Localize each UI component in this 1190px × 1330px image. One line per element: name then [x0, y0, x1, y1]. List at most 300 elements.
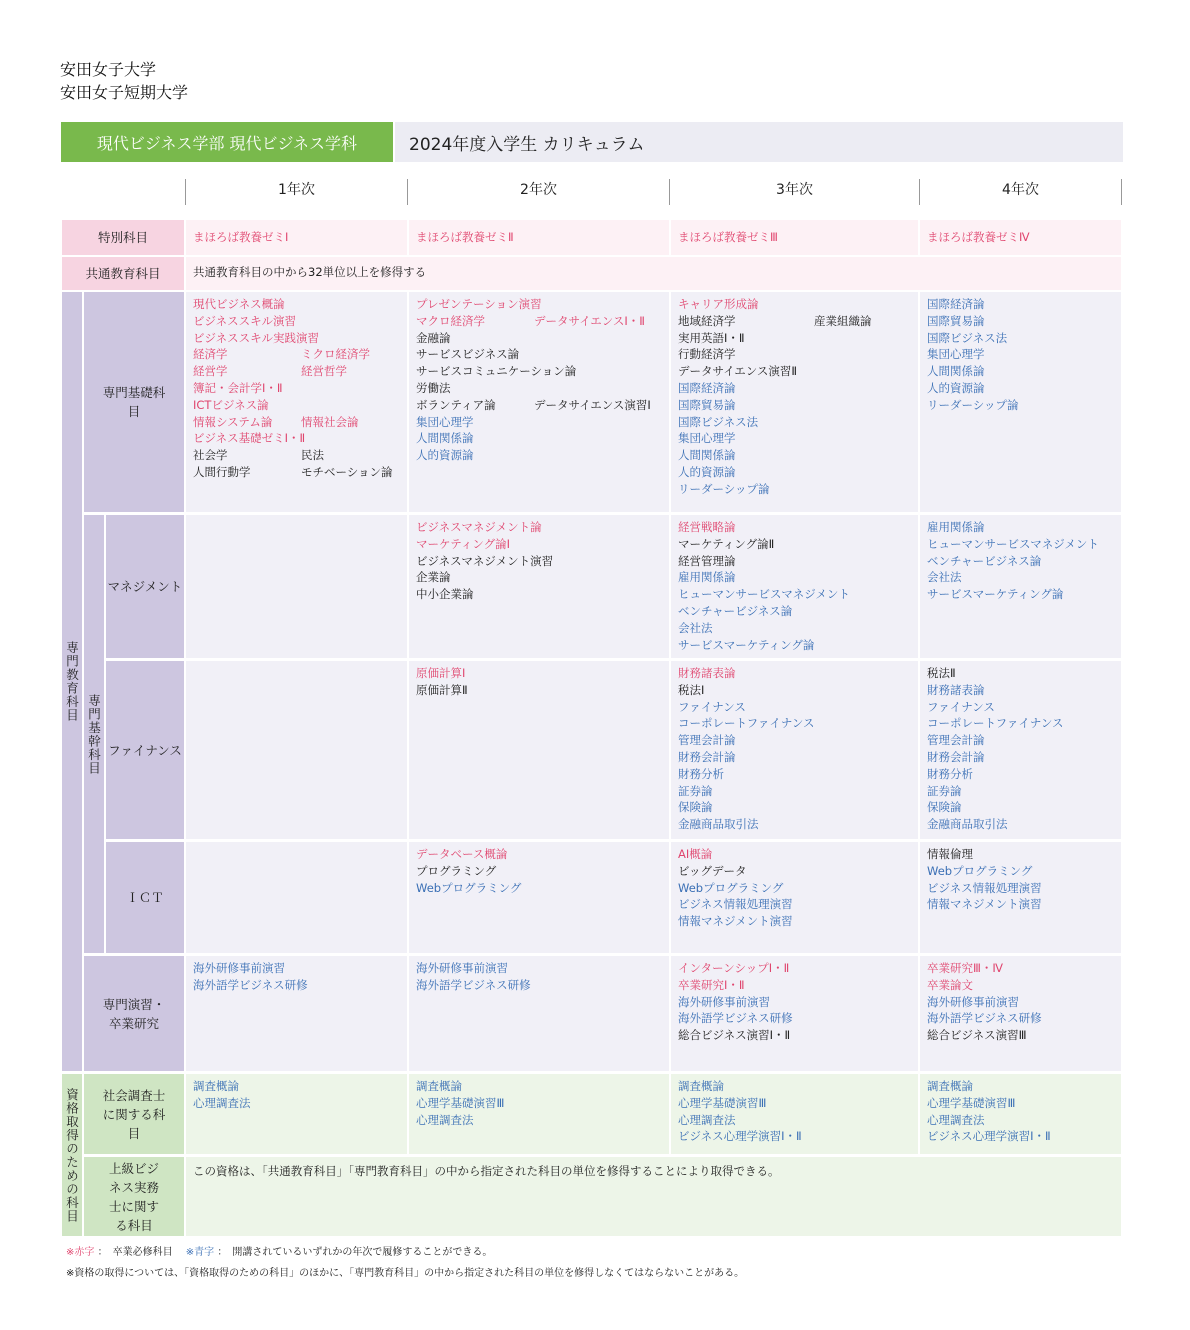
course-name: 人的資源論 — [678, 464, 736, 479]
course-name: 海外研修事前演習 — [416, 961, 508, 975]
course-line — [678, 994, 912, 1011]
course-line — [416, 682, 663, 699]
course-name: 国際ビジネス法 — [927, 330, 1008, 345]
course-name: 心理学基礎演習Ⅲ — [927, 1095, 1016, 1110]
shakai-cell-1 — [186, 1074, 407, 1154]
course-name: ビジネス情報処理演習 — [678, 897, 793, 912]
category-special: 特別科目 — [62, 220, 184, 255]
course-name: 保険論 — [927, 800, 962, 815]
course-line — [678, 665, 912, 682]
course-name: 産業組織論 — [814, 313, 872, 328]
course-line — [416, 397, 663, 414]
category-senmon-text: 専門教育科目 — [64, 641, 80, 722]
course-line — [678, 863, 912, 880]
legend-blue-label: ※青字 — [185, 1247, 215, 1258]
course-line — [927, 397, 1115, 414]
course-line — [193, 296, 401, 313]
course-name: 海外語学ビジネス研修 — [416, 977, 531, 992]
year-separator — [1121, 179, 1122, 205]
course-line — [927, 346, 1115, 363]
common-text: 共通教育科目の中から32単位以上を修得する — [193, 265, 427, 279]
course-line — [678, 1027, 912, 1044]
course-line — [678, 569, 912, 586]
course-name: Webプログラミング — [927, 863, 1033, 878]
course-name: 企業論 — [416, 570, 451, 585]
category-kiso: 専門基礎科目 — [84, 292, 184, 512]
special-course-2: まほろば教養ゼミⅡ — [416, 230, 514, 244]
course-line — [416, 536, 663, 553]
course-name: 経営管理論 — [678, 553, 736, 568]
course-name: データサイエンス演習Ⅰ — [534, 397, 651, 412]
course-name: 心理調査法 — [927, 1112, 985, 1127]
course-line — [678, 783, 912, 800]
year-header-2: 2年次 — [520, 182, 557, 198]
course-line — [927, 1010, 1115, 1027]
enshu-cell-2 — [409, 956, 669, 1071]
special-cell-3 — [671, 220, 918, 255]
finance-cell-2 — [409, 661, 669, 839]
management-cell-2 — [409, 515, 669, 658]
course-line — [193, 346, 401, 363]
category-common: 共通教育科目 — [62, 257, 184, 290]
course-name: 簿記・会計学Ⅰ・Ⅱ — [193, 380, 283, 395]
course-name: 証券論 — [678, 783, 713, 798]
course-name: リーダーシップ論 — [678, 481, 770, 496]
finance-cell-1 — [186, 661, 407, 839]
course-line — [193, 414, 401, 431]
course-line — [416, 313, 663, 330]
course-name: ヒューマンサービスマネジメント — [927, 536, 1099, 551]
course-line — [678, 1112, 912, 1129]
course-line — [927, 519, 1115, 536]
special-course-4: まほろば教養ゼミⅣ — [927, 230, 1030, 244]
course-line — [927, 682, 1115, 699]
course-name: 海外語学ビジネス研修 — [678, 1011, 793, 1026]
course-line — [193, 1078, 401, 1095]
course-name: マーケティング論Ⅰ — [416, 536, 511, 551]
course-name: キャリア形成論 — [678, 297, 759, 311]
course-line — [416, 977, 663, 994]
ict-cell-3 — [671, 842, 918, 953]
course-line — [416, 1078, 663, 1095]
course-name: データサイエンスⅠ・Ⅱ — [534, 313, 645, 328]
course-name: 管理会計論 — [678, 733, 736, 748]
course-name: ビジネス心理学演習Ⅰ・Ⅱ — [927, 1129, 1051, 1144]
course-line — [927, 665, 1115, 682]
course-line — [927, 380, 1115, 397]
course-line — [416, 363, 663, 380]
shakai-cell-3 — [671, 1074, 918, 1154]
course-name: 原価計算Ⅱ — [416, 682, 468, 697]
course-line — [416, 553, 663, 570]
course-line — [678, 682, 912, 699]
course-line — [416, 846, 663, 863]
course-line — [927, 330, 1115, 347]
course-name: ビジネス心理学演習Ⅰ・Ⅱ — [678, 1129, 802, 1144]
course-line — [927, 313, 1115, 330]
course-name: コーポレートファイナンス — [678, 716, 815, 731]
course-name: コーポレートファイナンス — [927, 716, 1064, 731]
course-line — [927, 846, 1115, 863]
course-line — [678, 913, 912, 930]
course-line — [678, 481, 912, 498]
course-name: 経営学 — [193, 364, 228, 379]
jokyu-cell — [186, 1157, 1121, 1236]
course-name: ビッグデータ — [678, 863, 747, 878]
course-line — [678, 816, 912, 833]
course-name: サービスマーケティング論 — [678, 637, 815, 652]
course-name: 国際ビジネス法 — [678, 414, 759, 429]
course-name: 人的資源論 — [927, 380, 985, 395]
course-name: 原価計算Ⅰ — [416, 666, 466, 680]
course-name: 総合ビジネス演習Ⅲ — [927, 1028, 1027, 1043]
course-line — [927, 1112, 1115, 1129]
course-line — [678, 715, 912, 732]
course-line — [927, 363, 1115, 380]
course-name: 人間行動学 — [193, 464, 251, 479]
course-line — [416, 519, 663, 536]
course-name: 集団心理学 — [927, 347, 985, 362]
course-name: ビジネスマネジメント論 — [416, 520, 542, 534]
category-enshu: 専門演習・卒業研究 — [84, 956, 184, 1071]
course-name: 卒業研究Ⅲ・Ⅳ — [927, 961, 1004, 975]
ict-cell-2 — [409, 842, 669, 953]
course-line — [193, 363, 401, 380]
kiso-cell-4 — [920, 292, 1121, 512]
course-name: 集団心理学 — [416, 414, 474, 429]
course-name: 財務分析 — [678, 766, 724, 781]
course-line — [927, 296, 1115, 313]
course-line — [416, 430, 663, 447]
special-course-1: まほろば教養ゼミⅠ — [193, 230, 289, 244]
course-line — [416, 380, 663, 397]
course-name: 実用英語Ⅰ・Ⅱ — [678, 330, 745, 345]
course-name: 国際経済論 — [927, 297, 985, 311]
course-name: インターンシップⅠ・Ⅱ — [678, 961, 790, 975]
course-name: 集団心理学 — [678, 431, 736, 446]
course-line — [678, 330, 912, 347]
course-name: 財務諸表論 — [927, 682, 985, 697]
university-name — [60, 58, 188, 104]
management-cell-4 — [920, 515, 1121, 658]
course-line — [416, 447, 663, 464]
course-name: 財務会計論 — [678, 749, 736, 764]
course-name: 海外語学ビジネス研修 — [193, 977, 308, 992]
course-line — [927, 960, 1115, 977]
course-name: サービスビジネス論 — [416, 347, 520, 362]
course-name: 情報マネジメント演習 — [678, 914, 793, 929]
course-line — [678, 586, 912, 603]
special-cell-4 — [920, 220, 1121, 255]
course-name: ボランティア論 — [416, 397, 496, 412]
course-line — [416, 586, 663, 603]
university-name-2: 安田女子短期大学 — [60, 83, 189, 102]
course-name: ファイナンス — [678, 699, 746, 714]
enshu-cell-3 — [671, 956, 918, 1071]
ict-cell-1 — [186, 842, 407, 953]
course-line — [678, 977, 912, 994]
course-name: 情報マネジメント演習 — [927, 897, 1042, 912]
course-line — [678, 699, 912, 716]
course-line — [927, 749, 1115, 766]
enshu-cell-4 — [920, 956, 1121, 1071]
course-name: 情報システム論 — [193, 414, 273, 429]
course-name: モチベーション論 — [301, 464, 393, 479]
course-line — [927, 715, 1115, 732]
course-name: サービスマーケティング論 — [927, 587, 1064, 602]
course-line — [927, 1095, 1115, 1112]
course-name: 調査概論 — [927, 1079, 973, 1093]
course-name: 雇用関係論 — [678, 570, 736, 585]
category-kikan-text: 専門基幹科目 — [86, 693, 102, 775]
course-line — [678, 536, 912, 553]
course-name: プレゼンテーション演習 — [416, 297, 542, 311]
course-line — [678, 1010, 912, 1027]
course-name: 総合ビジネス演習Ⅰ・Ⅱ — [678, 1028, 791, 1043]
course-name: ビジネススキル実践演習 — [193, 330, 320, 345]
special-cell-2 — [409, 220, 669, 255]
legend-red-desc: ： 卒業必修科目 — [97, 1247, 173, 1258]
course-line — [678, 732, 912, 749]
course-name: 経営戦略論 — [678, 520, 736, 534]
course-name: 金融商品取引法 — [927, 817, 1008, 832]
course-name: ICTビジネス論 — [193, 397, 269, 412]
course-name: 心理調査法 — [193, 1095, 251, 1110]
course-line — [193, 313, 401, 330]
course-line — [416, 1112, 663, 1129]
course-line — [193, 430, 401, 447]
category-shakai: 社会調査士に関する科目 — [84, 1074, 184, 1154]
course-line — [678, 880, 912, 897]
course-name: ファイナンス — [927, 699, 995, 714]
footnote: ※資格の取得については、「資格取得のための科目」のほかに、「専門教育科目」の中から指定された科目の単位を修得しなくてはならないことがある。 — [66, 1268, 745, 1279]
course-name: 行動経済学 — [678, 347, 736, 362]
course-line — [193, 960, 401, 977]
course-name: 地域経済学 — [678, 313, 736, 328]
course-name: サービスコミュニケーション論 — [416, 364, 577, 379]
course-line — [927, 816, 1115, 833]
university-name-1: 安田女子大学 — [60, 60, 157, 79]
course-name: 海外研修事前演習 — [193, 961, 285, 975]
course-line — [678, 1128, 912, 1145]
course-name: 海外研修事前演習 — [927, 994, 1019, 1009]
special-cell-1 — [186, 220, 407, 255]
category-ict: ＩＣＴ — [106, 842, 184, 953]
course-line — [927, 553, 1115, 570]
year-header-3: 3年次 — [776, 182, 813, 198]
course-name: 国際経済論 — [678, 380, 736, 395]
course-line — [193, 380, 401, 397]
course-name: 心理学基礎演習Ⅲ — [678, 1095, 767, 1110]
course-name: データベース概論 — [416, 847, 508, 861]
course-line — [678, 960, 912, 977]
course-name: 海外研修事前演習 — [678, 994, 770, 1009]
enshu-cell-1 — [186, 956, 407, 1071]
course-line — [678, 430, 912, 447]
faculty-label: 現代ビジネス学部 現代ビジネス学科 — [61, 122, 393, 162]
course-line — [678, 637, 912, 654]
course-name: 心理調査法 — [678, 1112, 736, 1127]
course-line — [678, 414, 912, 431]
course-line — [416, 863, 663, 880]
course-name: 人間関係論 — [416, 431, 474, 446]
curriculum-title: 2024年度入学生 カリキュラム — [395, 122, 1123, 162]
category-management: マネジメント — [106, 515, 184, 658]
year-header-1: 1年次 — [278, 182, 315, 198]
course-line — [193, 330, 401, 347]
course-name: ビジネス基礎ゼミⅠ・Ⅱ — [193, 431, 306, 446]
course-line — [678, 799, 912, 816]
management-cell-1 — [186, 515, 407, 658]
category-senmon — [62, 292, 82, 1071]
course-name: ミクロ経済学 — [301, 347, 370, 362]
course-line — [678, 397, 912, 414]
course-name: 社会学 — [193, 448, 228, 463]
course-line — [927, 880, 1115, 897]
course-line — [678, 464, 912, 481]
course-name: AI概論 — [678, 847, 713, 861]
course-line — [193, 977, 401, 994]
course-line — [678, 846, 912, 863]
legend-blue-desc: ： 開講されているいずれかの年次で履修することができる。 — [217, 1247, 493, 1258]
course-line — [678, 1095, 912, 1112]
course-name: 国際貿易論 — [678, 397, 736, 412]
category-shikaku-text: 資格取得のための科目 — [64, 1087, 80, 1223]
course-line — [927, 699, 1115, 716]
course-name: 税法Ⅱ — [927, 666, 956, 680]
course-line — [927, 586, 1115, 603]
course-name: 中小企業論 — [416, 587, 474, 602]
course-line — [678, 313, 912, 330]
course-name: 調査概論 — [678, 1079, 724, 1093]
course-name: 経済学 — [193, 347, 228, 362]
course-name: 金融商品取引法 — [678, 817, 759, 832]
course-name: 人的資源論 — [416, 448, 474, 463]
course-line — [678, 896, 912, 913]
course-name: 会社法 — [678, 620, 713, 635]
course-line — [193, 397, 401, 414]
course-line — [678, 603, 912, 620]
course-line — [927, 569, 1115, 586]
course-line — [678, 553, 912, 570]
course-line — [678, 519, 912, 536]
course-name: ヒューマンサービスマネジメント — [678, 587, 850, 602]
year-header-4: 4年次 — [1002, 182, 1039, 198]
kiso-cell-2 — [409, 292, 669, 512]
course-line — [416, 330, 663, 347]
course-name: 金融論 — [416, 330, 451, 345]
course-line — [927, 783, 1115, 800]
category-finance: ファイナンス — [106, 661, 184, 839]
course-name: 民法 — [301, 448, 324, 463]
course-name: 現代ビジネス概論 — [193, 297, 285, 311]
course-line — [927, 732, 1115, 749]
jokyu-text: この資格は、「共通教育科目」「専門教育科目」の中から指定された科目の単位を修得することにより取得できる。 — [193, 1164, 780, 1178]
course-name: 財務諸表論 — [678, 666, 736, 680]
course-name: Webプログラミング — [678, 880, 784, 895]
course-name: 心理学基礎演習Ⅲ — [416, 1095, 505, 1110]
course-name: 卒業論文 — [927, 977, 973, 992]
course-name: マクロ経済学 — [416, 313, 485, 328]
special-course-3: まほろば教養ゼミⅢ — [678, 230, 778, 244]
course-name: 情報倫理 — [927, 847, 973, 861]
course-line — [927, 766, 1115, 783]
course-name: ベンチャービジネス論 — [927, 553, 1042, 568]
course-line — [416, 296, 663, 313]
course-name: 情報社会論 — [301, 414, 359, 429]
common-cell — [186, 257, 1121, 290]
course-name: ビジネススキル演習 — [193, 313, 297, 328]
kiso-cell-1 — [186, 292, 407, 512]
course-line — [678, 296, 912, 313]
course-line — [416, 665, 663, 682]
course-name: ビジネスマネジメント演習 — [416, 553, 554, 568]
course-line — [416, 960, 663, 977]
course-name: 人間関係論 — [678, 448, 736, 463]
course-line — [927, 896, 1115, 913]
legend-red-label: ※赤字 — [66, 1247, 95, 1258]
course-line — [927, 1128, 1115, 1145]
category-jokyu: 上級ビジネス実務士に関する科目 — [84, 1157, 184, 1236]
course-line — [678, 447, 912, 464]
course-name: 保険論 — [678, 800, 713, 815]
course-name: 税法Ⅰ — [678, 682, 705, 697]
course-name: 証券論 — [927, 783, 962, 798]
course-line — [416, 1095, 663, 1112]
ict-cell-4 — [920, 842, 1121, 953]
course-line — [678, 766, 912, 783]
course-name: 雇用関係論 — [927, 520, 985, 534]
course-line — [927, 799, 1115, 816]
course-line — [927, 1027, 1115, 1044]
course-line — [927, 977, 1115, 994]
course-name: 財務分析 — [927, 766, 973, 781]
course-name: 会社法 — [927, 570, 962, 585]
course-name: リーダーシップ論 — [927, 397, 1019, 412]
course-line — [678, 1078, 912, 1095]
course-name: プログラミング — [416, 863, 497, 878]
course-name: 調査概論 — [193, 1079, 239, 1093]
course-name: 財務会計論 — [927, 749, 985, 764]
management-cell-3 — [671, 515, 918, 658]
course-line — [678, 749, 912, 766]
course-name: 管理会計論 — [927, 733, 985, 748]
course-line — [416, 346, 663, 363]
course-name: 心理調査法 — [416, 1112, 474, 1127]
course-name: 国際貿易論 — [927, 313, 985, 328]
course-name: データサイエンス演習Ⅱ — [678, 364, 798, 379]
course-line — [193, 464, 401, 481]
course-line — [678, 346, 912, 363]
legend-note — [66, 1243, 492, 1258]
shakai-cell-2 — [409, 1074, 669, 1154]
course-line — [416, 414, 663, 431]
course-name: 経営哲学 — [301, 364, 347, 379]
course-line — [678, 620, 912, 637]
course-line — [927, 536, 1115, 553]
course-line — [193, 1095, 401, 1112]
course-line — [927, 994, 1115, 1011]
course-line — [416, 880, 663, 897]
kiso-cell-3 — [671, 292, 918, 512]
course-line — [678, 363, 912, 380]
course-line — [193, 447, 401, 464]
finance-cell-4 — [920, 661, 1121, 839]
course-name: 労働法 — [416, 380, 451, 395]
course-name: 人間関係論 — [927, 364, 985, 379]
course-name: 卒業研究Ⅰ・Ⅱ — [678, 977, 745, 992]
course-name: ビジネス情報処理演習 — [927, 880, 1042, 895]
